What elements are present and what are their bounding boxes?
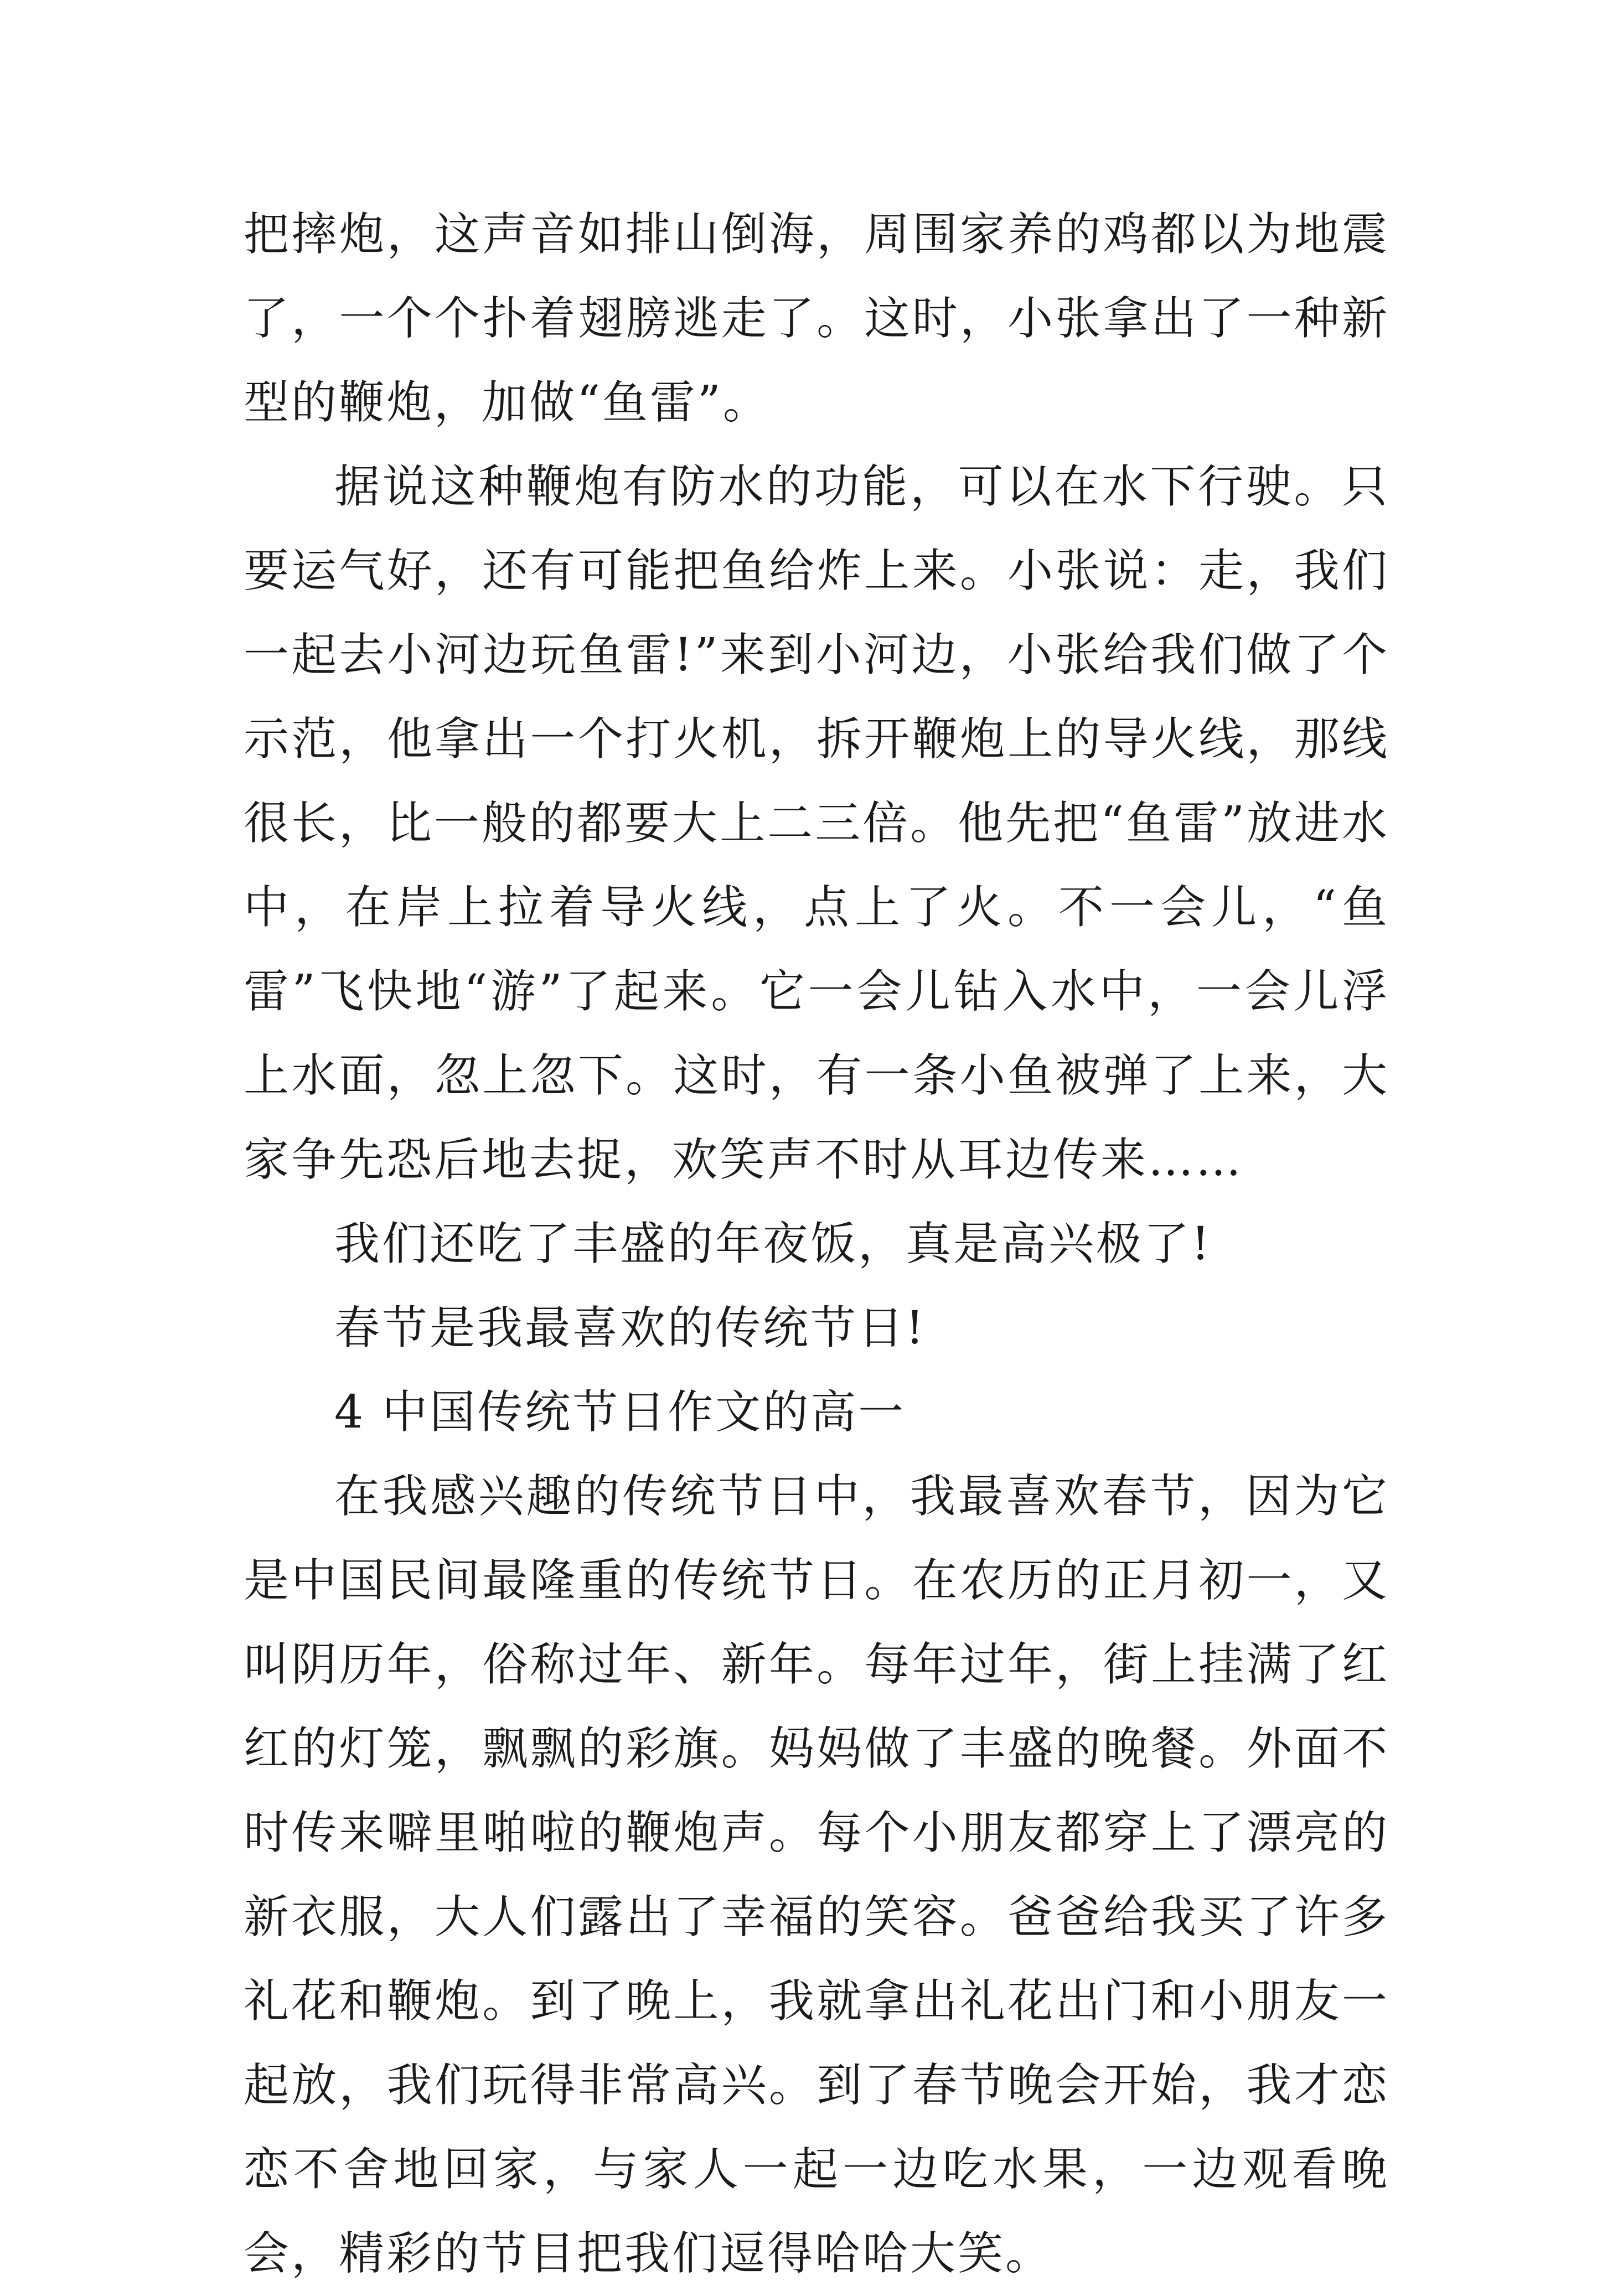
paragraph-firecracker-continuation: 把摔炮，这声音如排山倒海，周围家养的鸡都以为地震了，一个个扑着翅膀逃走了。这时，小张拿出了一种新型的鞭炮，加做“鱼雷”。 xyxy=(244,208,1389,429)
section-heading: 4 中国传统节日作文的高一 xyxy=(334,1386,906,1439)
paragraph-torpedo-firecracker: 据说这种鞭炮有防水的功能，可以在水下行驶。只要运气好，还有可能把鱼给炸上来。小张说：走，我们一起去小河边玩鱼雷!”来到小河边，小张给我们做了个示范，他拿出一个打火机，拆开鞭炮上的导火线，那线很长，比一般的都要大上二三倍。他先把“鱼雷”放进水中，在岸上拉着导火线，点上了火。不一会儿，“鱼雷”飞快地“游”了起来。它一会儿钻入水中，一会儿浮上水面，忽上忽下。这时，有一条小鱼被弹了上来，大家争先恐后地去捉，欢笑声不时从耳边传来…… xyxy=(244,461,1389,1186)
paragraph-spring-festival-essay: 在我感兴趣的传统节日中，我最喜欢春节，因为它是中国民间最隆重的传统节日。在农历的正月初一，又叫阴历年，俗称过年、新年。每年过年，街上挂满了红红的灯笼，飘飘的彩旗。妈妈做了丰盛的晚餐。外面不时传来噼里啪啦的鞭炮声。每个小朋友都穿上了漂亮的新衣服，大人们露出了幸福的笑容。爸爸给我买了许多礼花和鞭炮。到了晚上，我就拿出礼花出门和小朋友一起放，我们玩得非常高兴。到了春节晚会开始，我才恋恋不舍地回家，与家人一起一边吃水果，一边观看晚会，精彩的节目把我们逗得哈哈大笑。 xyxy=(244,1470,1389,2280)
paragraph-new-year-dinner: 我们还吃了丰盛的年夜饭，真是高兴极了! xyxy=(334,1218,1212,1270)
document-body xyxy=(244,193,1389,2296)
paragraph-favorite-festival: 春节是我最喜欢的传统节日! xyxy=(334,1302,926,1354)
